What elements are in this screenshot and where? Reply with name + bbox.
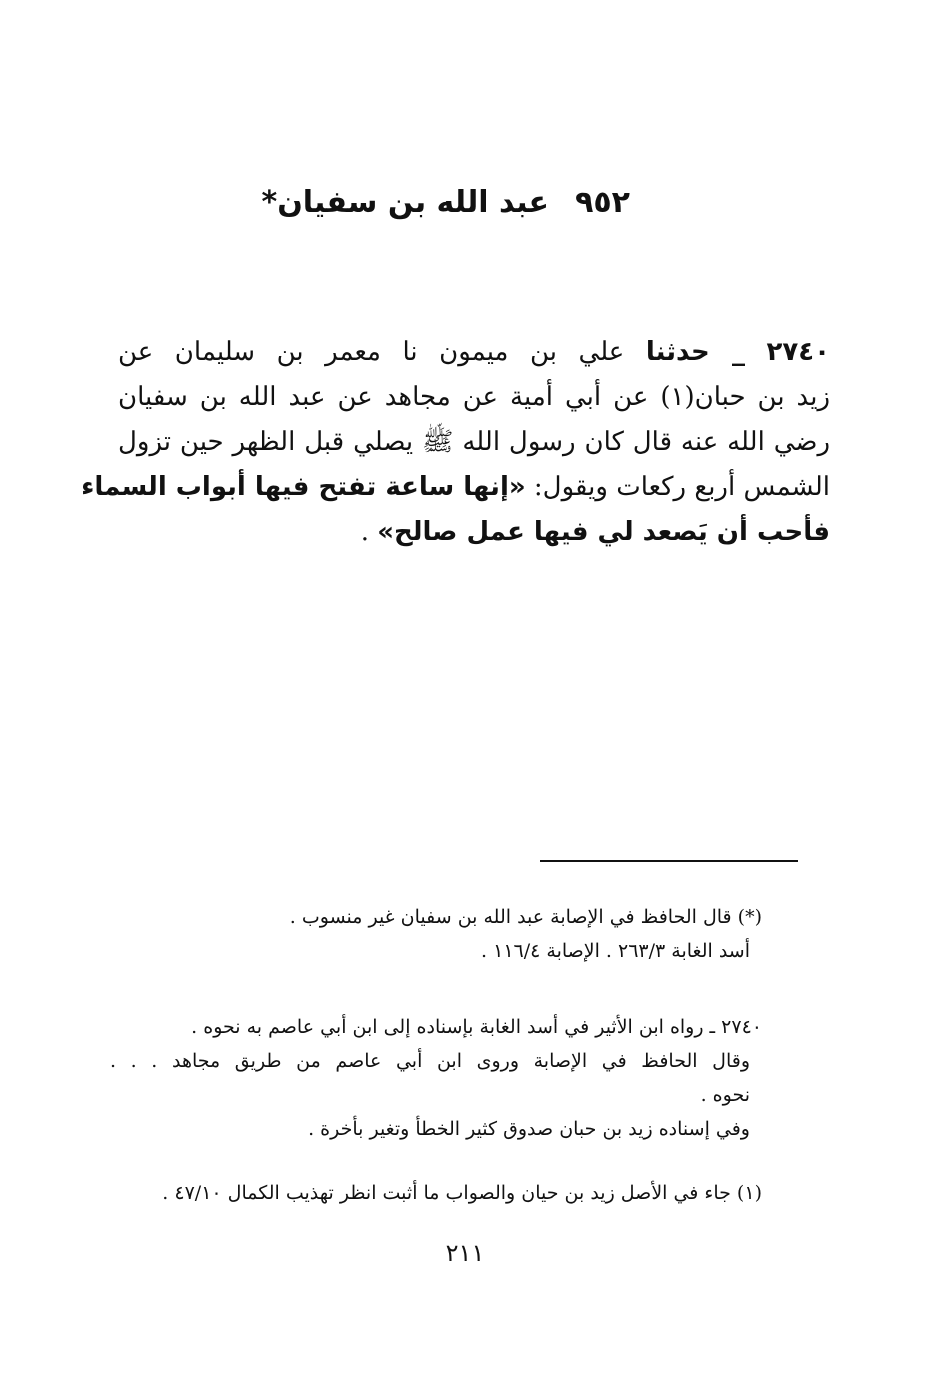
hadith-line-text: علي بن ميمون نا معمر بن سليمان عن (118, 337, 646, 367)
hadith-line-text: رضي الله عنه قال كان رسول الله ﷺ يصلي قبل الظهر حين تزول (118, 427, 830, 457)
note-line: أسد الغابة ٢٦٣/٣ . الإصابة ١١٦/٤ . (481, 940, 750, 962)
hadith-quote: فأحب أن يَصعد لي فيها عمل صالح» (377, 517, 830, 547)
chapter-number: ٩٥٢ (575, 185, 630, 220)
hadith-line (81, 465, 830, 510)
note-line: نحوه . (700, 1084, 750, 1106)
hadith-line-end: . (360, 517, 378, 547)
note-line: (١) جاء في الأصل زيد بن حيان والصواب ما أثبت انظر تهذيب الكمال ٤٧/١٠ . (162, 1182, 762, 1204)
chapter-heading (261, 183, 630, 223)
hadith-line-text: الشمس أربع ركعات ويقول: (525, 472, 830, 502)
note-line: (*) قال الحافظ في الإصابة عبد الله بن سفيان غير منسوب . (289, 906, 762, 928)
note-line: وقال الحافظ في الإصابة وروى ابن أبي عاصم من طريق مجاهد . . . (110, 1050, 750, 1072)
page-number: ٢١١ (445, 1239, 485, 1267)
hadith-number: ٢٧٤٠ (766, 337, 831, 367)
hadith-lead: _ حدثنا (645, 337, 746, 367)
hadith-line (118, 510, 830, 555)
hadith-line (118, 330, 830, 375)
star-note (110, 900, 762, 968)
note-line: وفي إسناده زيد بن حبان صدوق كثير الخطأ وتغير بأخرة . (308, 1118, 750, 1140)
hadith-line (118, 375, 830, 420)
footnote-1 (110, 1176, 762, 1210)
footnote-divider (540, 860, 798, 862)
hadith-text (81, 330, 831, 555)
hadith-line-text: زيد بن حبان(١) عن أبي أمية عن مجاهد عن عبد الله بن سفيان (118, 382, 831, 412)
hadith-quote: «إنها ساعة تفتح فيها أبواب السماء (81, 472, 526, 502)
chapter-title: عبد الله بن سفيان* (261, 185, 550, 220)
note-line: ٢٧٤٠ ـ رواه ابن الأثير في أسد الغابة بإسناده إلى ابن أبي عاصم به نحوه . (191, 1016, 762, 1038)
hadith-line (118, 420, 830, 465)
hadith-note (110, 1010, 762, 1146)
